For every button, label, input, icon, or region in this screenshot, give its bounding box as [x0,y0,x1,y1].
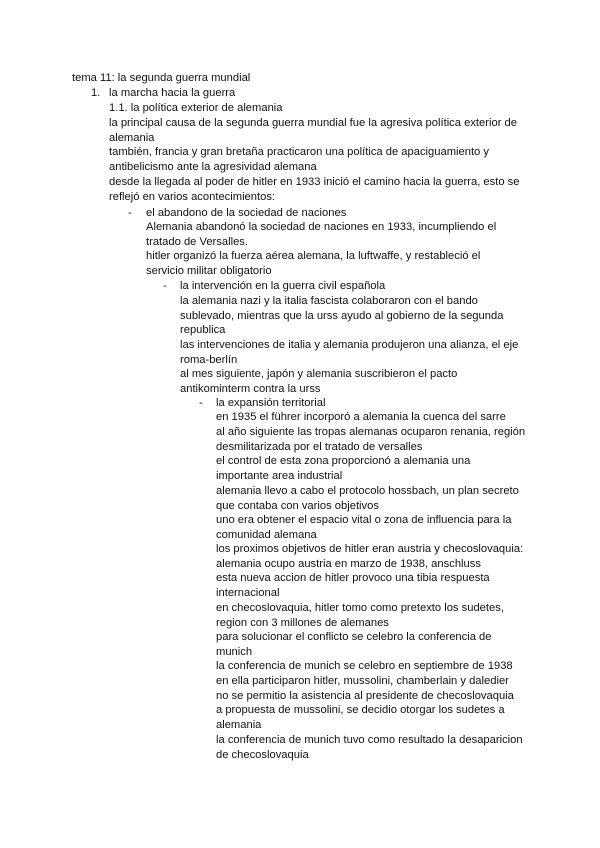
bullet-dash: - [199,397,203,409]
paragraph: al mes siguiente, japón y alemania suscribieron el pacto antikominterm contra la urss [180,368,458,395]
paragraph: alemania llevo a cabo el protocolo hossbach, un plan secreto que contaba con varios objetivos [216,485,519,512]
paragraph: el control de esta zona proporcionó a alemania una importante area industrial [216,455,471,482]
paragraph: al año siguiente las tropas alemanas ocuparon renania, región desmilitarizada por el tratado de versalles [216,426,526,453]
paragraph: Alemania abandonó la sociedad de naciones en 1933, incumpliendo el tratado de Versalles. [146,221,497,248]
paragraph: a propuesta de mussolini, se decidio otorgar los sudetes a alemania [216,704,505,731]
paragraph: esta nueva accion de hitler provoco una tibia respuesta internacional [216,572,490,599]
paragraph: la alemania nazi y la italia fascista colaboraron con el bando sublevado, mientras que la urss ayudo al gobierno de la segunda republica [180,295,504,337]
bullet-dash: - [163,280,167,292]
paragraph: la conferencia de munich se celebro en septiembre de 1938 [216,660,513,672]
paragraph: para solucionar el conflicto se celebro la conferencia de munich [216,631,492,658]
paragraph: alemania ocupo austria en marzo de 1938, anschluss [216,558,481,570]
paragraph: las intervenciones de italia y alemania produjeron una alianza, el eje roma-berlín [180,339,519,366]
paragraph: en ella participaron hitler, mussolini, chamberlain y daledier [216,675,509,687]
paragraph: la principal causa de la segunda guerra mundial fue la agresiva política exterior de alemania [109,117,517,144]
paragraph: no se permitio la asistencia al presidente de checoslovaquia [216,690,514,702]
paragraph: uno era obtener el espacio vital o zona de influencia para la comunidad alemana [216,514,512,541]
document-title: tema 11: la segunda guerra mundial [72,72,251,84]
bullet-dash: - [128,207,132,219]
paragraph: desde la llegada al poder de hitler en 1933 inició el camino hacia la guerra, esto se reflejó en varios acontecimientos: [109,176,520,203]
paragraph: en 1935 el führer incorporó a alemania la cuenca del sarre [216,411,506,423]
bullet-title: la intervención en la guerra civil española [180,280,386,292]
subsection-heading: 1.1. la política exterior de alemania [109,102,283,114]
bullet-title: la expansión territorial [216,397,326,409]
paragraph: la conferencia de munich tuvo como resultado la desaparicion de checoslovaquia [216,734,523,761]
paragraph: hitler organizó la fuerza aérea alemana, la luftwaffe, y restableció el servicio militar obligatorio [146,250,481,277]
section-heading: la marcha hacia la guerra [109,87,236,99]
section-number: 1. [91,87,101,99]
paragraph: también, francia y gran bretaña practicaron una política de apaciguamiento y antibelicismo ante la agresividad alemana [109,146,489,173]
bullet-title: el abandono de la sociedad de naciones [146,207,347,219]
paragraph: los proximos objetivos de hitler eran austria y checoslovaquia: [216,543,524,555]
paragraph: en checoslovaquia, hitler tomo como pretexto los sudetes, region con 3 millones de alemanes [216,602,504,629]
